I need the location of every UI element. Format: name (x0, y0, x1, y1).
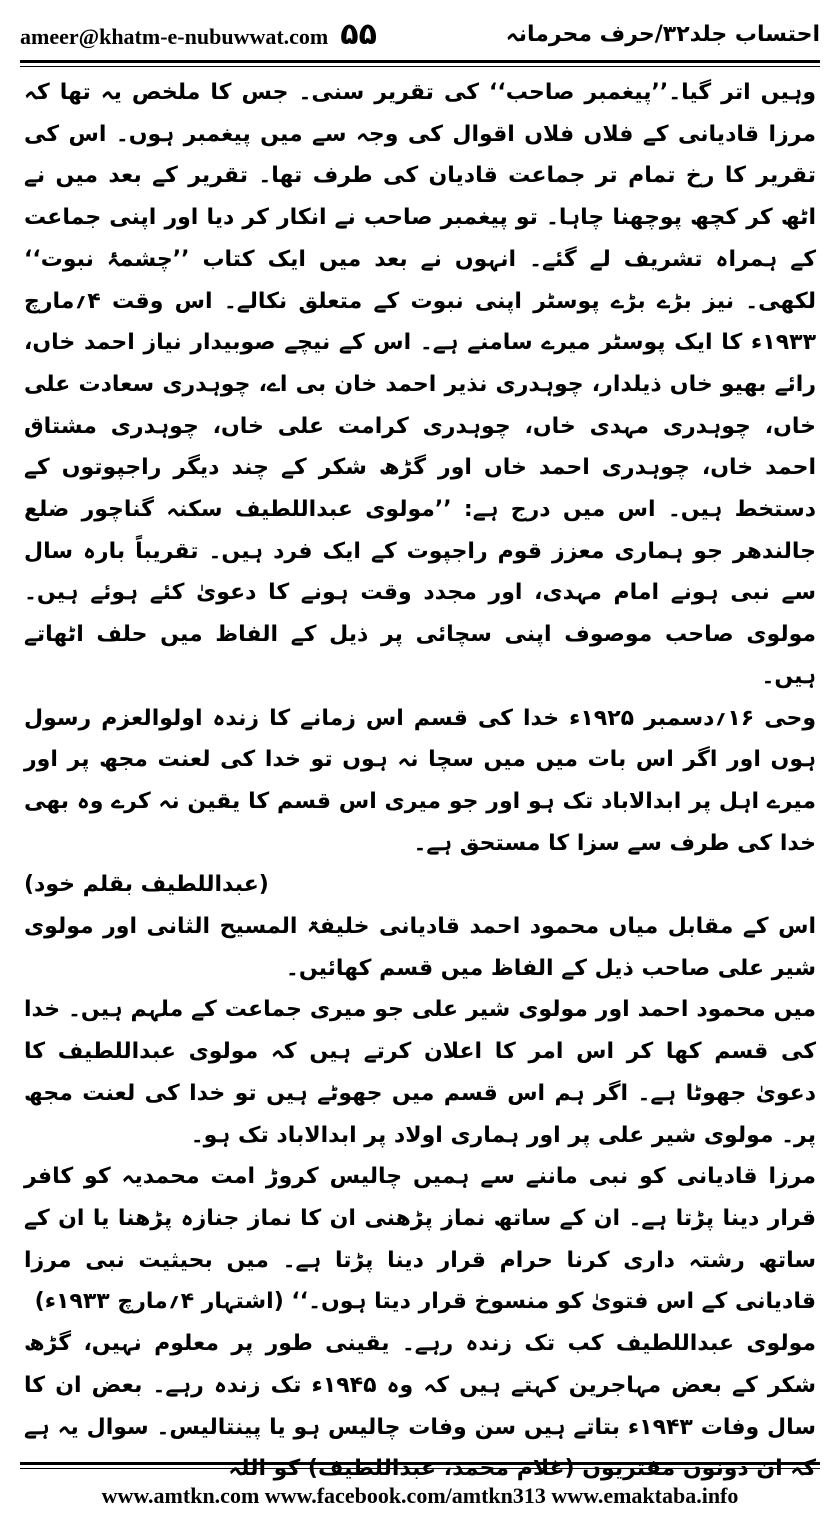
footer-rule (20, 1462, 820, 1469)
header-left (20, 17, 377, 52)
book-title: احتساب جلد۳۲/حرف محرمانہ (505, 21, 820, 47)
signature-note: (عبداللطیف بقلم خود) (24, 872, 269, 898)
header-rule (20, 60, 820, 67)
paragraph-narrative: وہیں اتر گیا۔’’پیغمبر صاحب‘‘ کی تقریر سنی۔ جس کا ملخص یہ تھا کہ مرزا قادیانی کے فلاں فلاں اقوال کی وجہ سے میں پیغمبر ہوں۔ اس کی تقریر کا رخ تمام تر جماعت قادیان کی طرف تھا۔ تقریر کے بعد میں نے اٹھ کر کچھ پوچھنا چاہا۔ تو پیغمبر صاحب نے انکار کر دیا اور اپنی جماعت کے ہمراہ تشریف لے گئے۔ انہوں نے بعد میں ایک کتاب ’’چشمۂ نبوت‘‘ لکھی۔ نیز بڑے بڑے پوسٹر اپنی نبوت کے متعلق نکالے۔ اس وقت ۴؍مارچ ۱۹۳۳ء کا ایک پوسٹر میرے سامنے ہے۔ اس کے نیچے صوبیدار نیاز احمد خاں، رائے بھیو خاں ذیلدار، چوہدری نذیر احمد خان بی اے، چوہدری سعادت علی خاں، چوہدری مہدی خاں، چوہدری کرامت علی خاں، چوہدری مشتاق احمد خاں، چوہدری احمد خاں اور گڑھ شکر کے چند دیگر راجپوتوں کے دستخط ہیں۔ اس میں درج ہے: ’’مولوی عبداللطیف سکنہ گناچور ضلع جالندھر جو ہماری معزز قوم راجپوت کے ایک فرد ہیں۔ تقریباً بارہ سال سے نبی ہونے امام مہدی، اور مجدد وقت ہونے کا دعویٰ کئے ہوئے ہیں۔ مولوی صاحب موصوف اپنی سچائی پر ذیل کے الفاظ میں حلف اٹھاتے ہیں۔ (24, 80, 816, 689)
paragraph-challenge: اس کے مقابل میاں محمود احمد قادیانی خلیفۃ المسیح الثانی اور مولوی شیر علی صاحب ذیل کے الفاظ میں قسم کھائیں۔ (24, 914, 816, 981)
page-number: ۵۵ (340, 16, 377, 52)
page-footer (20, 1476, 820, 1516)
paragraph-counter-oath: میں محمود احمد اور مولوی شیر علی جو میری جماعت کے ملہم ہیں۔ خدا کی قسم کھا کر اس امر کا اعلان کرتے ہیں کہ مولوی عبداللطیف کا دعویٰ جھوٹا ہے۔ اگر ہم اس قسم میں جھوٹے ہیں تو خدا کی لعنت مجھ پر۔ مولوی شیر علی پر اور ہماری اولاد پر ابدالاباد تک ہو۔ (24, 997, 816, 1148)
paragraph-death-year: مولوی عبداللطیف کب تک زندہ رہے۔ یقینی طور پر معلوم نہیں، گڑھ شکر کے بعض مہاجرین کہتے ہیں کہ وہ ۱۹۴۵ء تک زندہ رہے۔ بعض ان کا سال وفات ۱۹۴۳ء بتاتے ہیں سن وفات چالیس ہو یا پینتالیس۔ سوال یہ ہے کہ ان دونوں مفتریوں (غلام محمد، عبداللطیف) کو اللہ (24, 1331, 816, 1482)
body-text (24, 72, 817, 1482)
page-header (20, 14, 820, 54)
paragraph-fatwa: مرزا قادیانی کو نبی ماننے سے ہمیں چالیس کروڑ امت محمدیہ کو کافر قرار دینا پڑتا ہے۔ ان کے ساتھ نماز پڑھنی ان کا نماز جنازہ پڑھنا یا ان کے ساتھ رشتہ داری کرنا حرام قرار دینا پڑتا ہے۔ میں بحیثیت نبی مرزا قادیانی کے اس فتویٰ کو منسوخ قرار دیتا ہوں۔‘‘ (اشتہار ۴؍مارچ ۱۹۳۳ء) (24, 1164, 816, 1315)
paragraph-oath-revelation: وحی ۱۶؍دسمبر ۱۹۲۵ء خدا کی قسم اس زمانے کا زندہ اولوالعزم رسول ہوں اور اگر اس بات میں میں سچا نہ ہوں تو خدا کی لعنت مجھ پر اور میرے اہل پر ابدالاباد تک ہو اور جو میری اس قسم کا یقین نہ کرے وہ بھی خدا کی طرف سے سزا کا مستحق ہے۔ (24, 705, 817, 856)
header-email: ameer@khatm-e-nubuwwat.com (20, 23, 329, 49)
footer-links: www.amtkn.com www.facebook.com/amtkn313 www.emaktaba.info (101, 1483, 739, 1508)
